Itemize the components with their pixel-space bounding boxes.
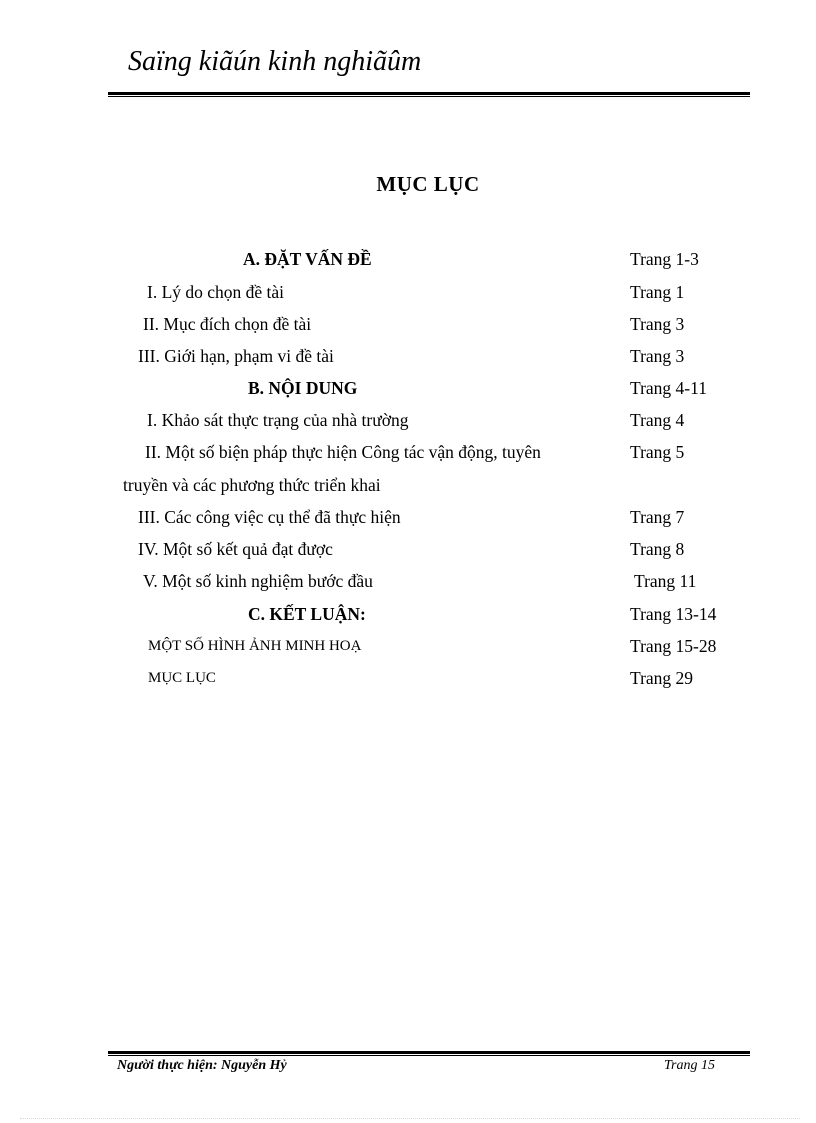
header-title: Saïng kiãún kinh nghiãûm	[128, 46, 422, 77]
toc-page-number: Trang 8	[630, 539, 685, 559]
toc-page-number: Trang 4	[630, 410, 685, 430]
toc-page-number: Trang 4-11	[630, 378, 707, 398]
footer-divider	[108, 1051, 750, 1056]
toc-entry: I. Lý do chọn đề tài	[147, 282, 285, 302]
toc-entry: MỤC LỤC	[148, 670, 216, 686]
toc-entry-section-c: C. KẾT LUẬN:	[248, 604, 366, 624]
toc-entry: I. Khảo sát thực trạng của nhà trường	[147, 410, 409, 430]
toc-page-number: Trang 3	[630, 314, 685, 334]
toc-page-number: Trang 15-28	[630, 636, 717, 656]
toc-entry-section-a: A. ĐẶT VẤN ĐỀ	[243, 249, 372, 269]
toc-entry: II. Một số biện pháp thực hiện Công tác vận động, tuyên	[145, 442, 541, 462]
header-divider	[108, 92, 750, 97]
toc-entry: III. Giới hạn, phạm vi đề tài	[138, 346, 334, 366]
toc-entry-continuation: truyền và các phương thức triển khai	[123, 475, 381, 495]
toc-entry: V. Một số kinh nghiệm bước đầu	[143, 571, 373, 591]
toc-page-number: Trang 13-14	[630, 604, 717, 624]
toc-entry: III. Các công việc cụ thể đã thực hiện	[138, 507, 401, 527]
footer-page-number: Trang 15	[664, 1058, 715, 1073]
toc-page-number: Trang 3	[630, 346, 685, 366]
toc-page-number: Trang 7	[630, 507, 685, 527]
toc-heading: MỤC LỤC	[376, 172, 480, 196]
toc-page-number: Trang 5	[630, 442, 685, 462]
toc-entry-section-b: B. NỘI DUNG	[248, 378, 358, 398]
toc-page-number: Trang 29	[630, 668, 694, 688]
toc-page-number: Trang 11	[634, 571, 697, 591]
toc-page-number: Trang 1-3	[630, 249, 699, 269]
toc-entry: MỘT SỐ HÌNH ẢNH MINH HOẠ	[148, 638, 362, 654]
toc-entry: IV. Một số kết quả đạt được	[138, 539, 333, 559]
page-edge	[20, 1118, 800, 1119]
toc-entry: II. Mục đích chọn đề tài	[143, 314, 312, 334]
toc-page-number: Trang 1	[630, 282, 685, 302]
footer-author: Người thực hiện: Nguyễn Hỷ	[117, 1058, 287, 1073]
